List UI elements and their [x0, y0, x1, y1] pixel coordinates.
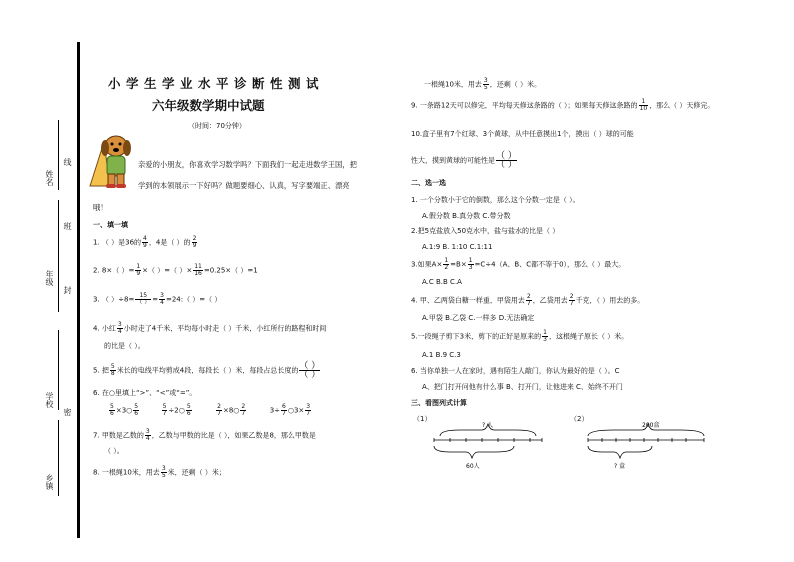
- fill-q6: 6. 在○里填上“>”、“<”或“=”。: [93, 389, 197, 397]
- choose-q3-options: A.C B.B C.A: [422, 278, 462, 286]
- fill-q1: 1. （ ）是36的 $\frac{4}{9}$ ，4是（ ）的 $\frac{2}{9}$: [93, 235, 197, 249]
- fraction: $\frac{1}{3}$: [543, 329, 547, 343]
- choose-q1: 1. 一个分数小于它的倒数，那么这个分数一定是（ ）。: [411, 196, 580, 204]
- name-underline: [58, 120, 59, 190]
- fill-q7-cont: （ ）。: [104, 447, 124, 455]
- fraction: $\frac{( )}{( )}$: [496, 151, 517, 170]
- fraction: $\frac{1}{9}$: [136, 263, 141, 277]
- choose-q5-options: A.1 B.9 C.3: [422, 351, 461, 359]
- grade-label: 年级: [45, 270, 54, 286]
- fraction: $\frac{6}{7}$: [282, 403, 286, 417]
- fraction: $\frac{4}{9}$: [143, 235, 147, 249]
- fill-q3: 3. （ ）÷8= $\frac{15}{( )}$ = $\frac{3}{4}$ =24:（ ）=（ ）: [93, 292, 222, 306]
- fraction: $\frac{1}{3}$: [468, 257, 473, 271]
- intro-line-1: 亲爱的小朋友，你喜欢学习数学吗？下面我们一起走进数学王国，把: [138, 160, 357, 169]
- section-diagram-heading: 三、看图列式计算: [411, 399, 467, 407]
- school-label: 学校: [45, 392, 54, 408]
- fraction: $\frac{1}{10}$: [639, 98, 648, 112]
- fraction: $\frac{2}{7}$: [217, 403, 221, 417]
- fraction: $\frac{5}{7}$: [162, 403, 167, 417]
- fill-q4-cont: 的比是（ ）。: [104, 342, 145, 350]
- fraction: $\frac{3}{4}$: [160, 292, 164, 306]
- fill-q10-cont: 性大，摸到黄球的可能性是 $\frac{( )}{( )}$: [411, 151, 517, 170]
- fraction: $\frac{5}{6}$: [134, 403, 139, 417]
- fraction: $\frac{2}{7}$: [526, 293, 531, 307]
- diagram-2-index: （2）: [570, 415, 589, 423]
- bottom-label: 60人: [466, 463, 480, 470]
- choose-q2: 2.把5克盐放入50克水中，盐与盐水的比是（ ）: [411, 227, 560, 235]
- fraction: $\frac{11}{16}$: [194, 263, 202, 277]
- fill-q2: 2. 8×（ ）= $\frac{1}{9}$ ×（ ）=（ ）× $\frac{11}{16}$ =0.25×（ ）=1: [93, 263, 258, 277]
- choose-q6-options: A、把门打开问他有什么事 B、打开门，让他进来 C、始终不开门: [422, 383, 623, 391]
- fraction: $\frac{5}{6}$: [186, 403, 191, 417]
- fill-q10: 10.盒子里有7个红球、3个黄球，从中任意摸出1个，摸出（ ）球的可能: [411, 130, 634, 138]
- name-label: 姓名: [45, 170, 54, 186]
- fraction: $\frac{3}{5}$: [483, 77, 488, 91]
- fraction: $\frac{3}{4}$: [145, 428, 150, 442]
- top-label: 200盒: [642, 422, 660, 429]
- time-note: （时间：70分钟）: [188, 122, 246, 130]
- fill-q6-expressions: $\frac{5}{6}$ ×3○ $\frac{5}{6}$ $\frac{5}{7}$ ÷2○ $\frac{5}{6}$ $\frac{2}{7}$ ×8○ $\frac{2}{7}$ 3÷ $\frac{6}{7}$ ○3× $\frac{3}{7}$: [110, 403, 311, 417]
- fraction: $\frac{5}{6}$: [110, 403, 114, 417]
- seal-mark-secret: 密: [63, 408, 72, 416]
- intro-line-3: 哦！: [93, 203, 108, 212]
- choose-q1-options: A.假分数 B.真分数 C.带分数: [422, 212, 511, 220]
- seal-mark-line: 线: [63, 158, 72, 166]
- class-label: 班: [63, 222, 72, 230]
- top-label: ? 人: [482, 422, 494, 429]
- choose-q3: 3.如果A× $\frac{1}{2}$ =B× $\frac{1}{3}$ =C÷4（A、B、C都不等于0），那么（ ）最大。: [411, 257, 626, 271]
- fraction: $\frac{( )}{( )}$: [299, 361, 321, 380]
- fraction: $\frac{2}{9}$: [192, 235, 197, 249]
- diagram-1: [430, 418, 550, 474]
- section-fill-heading: 一、填一填: [93, 221, 128, 229]
- school-underline: [58, 330, 59, 410]
- town-label: 乡镇: [45, 474, 54, 490]
- choose-q4-options: A.甲袋 B.乙袋 C.一样多 D.无法确定: [422, 314, 535, 322]
- fill-q5: 5. 把 $\frac{5}{8}$ 米长的电线平均剪成4段，每段长（ ）米，每段占总长度的 $\frac{( )}{( )}$: [93, 361, 321, 380]
- fill-q9: 9. 一条路12天可以修完，平均每天修这条路的（ ）；如果每天修这条路的 $\frac{1}{10}$ ，那么（ ）天修完。: [411, 98, 715, 112]
- fraction: $\frac{2}{7}$: [569, 293, 574, 307]
- bottom-label: ? 盒: [614, 463, 626, 470]
- fraction: $\frac{15}{( )}$: [136, 292, 151, 306]
- binding-line: [77, 42, 80, 538]
- page-title: 小学生学业水平诊断性测试: [108, 76, 325, 91]
- intro-line-2: 学到的本领展示一下好吗？做题要细心、认真，写字要端正、漂亮: [138, 181, 350, 190]
- fraction: $\frac{5}{8}$: [110, 363, 115, 377]
- fraction: $\frac{3}{7}$: [306, 403, 311, 417]
- choose-q5: 5.一段绳子剪下3米，剪下的正好是原来的 $\frac{1}{3}$ ，这根绳子原长（ ）米。: [411, 329, 629, 343]
- bottom-brace: [588, 446, 652, 458]
- fill-q7: 7. 甲数是乙数的 $\frac{3}{4}$ ，乙数与甲数的比是（ ），如果乙数是8，那么甲数是: [93, 428, 316, 442]
- bottom-brace: [434, 446, 514, 458]
- fill-q4: 4. 小红 $\frac{3}{4}$ 小时走了4千米，平均每小时走（ ）千米，小红所行的路程和时间: [93, 321, 327, 335]
- section-choose-heading: 二、选一选: [411, 179, 446, 187]
- dog-mascot-icon: [86, 128, 134, 190]
- choose-q6: 6. 当你单独一人在家时，遇有陌生人敲门，你认为最好的是（ ）。C: [411, 367, 620, 375]
- seal-mark-seal: 封: [63, 286, 72, 294]
- fill-q8-continued: 一根绳10米，用去 $\frac{3}{5}$ ，还剩（ ）米。: [424, 77, 541, 91]
- fraction: $\frac{3}{5}$: [161, 465, 166, 479]
- fraction: $\frac{3}{4}$: [117, 321, 122, 335]
- town-underline: [58, 420, 59, 496]
- choose-q4: 4. 甲、乙两袋白糖一样重，甲袋用去 $\frac{2}{7}$ ，乙袋用去 $\frac{2}{7}$ 千克，（ ）用去的多。: [411, 293, 645, 307]
- diagram-2: [584, 418, 708, 474]
- fraction: $\frac{1}{2}$: [444, 257, 449, 271]
- fill-q8: 8. 一根绳10米，用去 $\frac{3}{5}$ 米，还剩（ ）米；: [93, 465, 226, 479]
- page-subtitle: 六年级数学期中试题: [152, 98, 265, 113]
- class-underline: [58, 200, 59, 312]
- diagram-1-index: （1）: [413, 415, 432, 423]
- fraction: $\frac{2}{7}$: [241, 403, 246, 417]
- choose-q2-options: A.1:9 B. 1:10 C.1:11: [422, 243, 493, 251]
